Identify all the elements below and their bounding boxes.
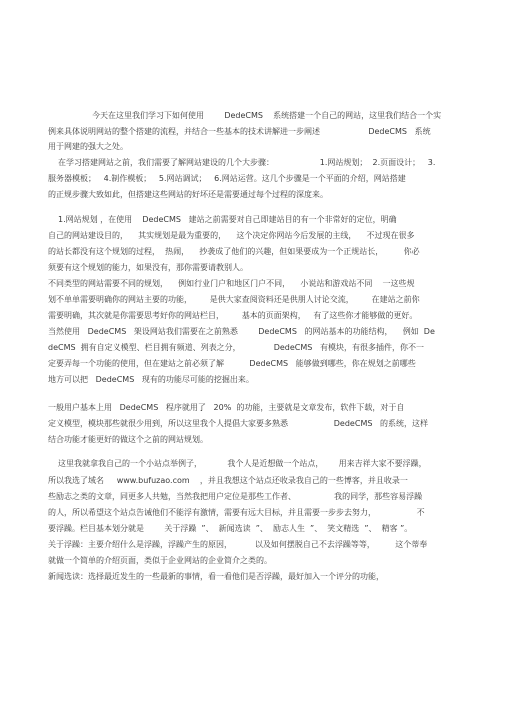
text-line: 当然使用 DedeCMS 架设网站我们需要在之前熟悉 DedeCMS 的网站基本的功能结构， 例如 De [48,327,435,336]
text-line: 须要有这个规划的能力，如果没有，那你需要请教别人。 [48,263,248,272]
text-line: 划不单单需要明确你的网站主要的功能， 是供大家查阅资料还是供朋人讨论交流， 在建站之前你 [48,295,420,304]
text-line: 自己的网站建设目的， 其实规划是最为重要的， 这个决定你网站今后发展的主线， 不过现在很多 [48,231,415,240]
text-line: 服务器模板； 4.制作模板； 5.网站调试； 6.网站运营。这几个步骤是一个平面的介绍，网站搭建 [48,174,406,183]
text-line: 所以我选了域名 www.bufuzao.com ，并且我想这个站点还收录我自己的一些博客，并且收录一 [48,476,408,485]
text-line: 定义模型，模块那些就很少用到，所以这里我个人提倡大家要多熟悉 DedeCMS 的系统，这样 [48,419,429,428]
text-line: 要浮躁。栏目基本划分就是 关于浮躁 ”、 新闻选读 ”、 励志人生 ”、 笑文精选 ”、 精客 ”。 [48,524,413,533]
text-line: 一般用户基本上用 DedeCMS 程序就用了 20% 的功能，主要就是文章发布，软件下载，对于自 [48,403,405,412]
text-line: 些励志之类的文章，同更多人共勉，当然我把用户定位是那些工作者、 我的同学，那些容易浮躁 [48,492,423,501]
text-line: 的人，所以希望这个站点告诫他们不能浮有激情，需要有远大目标，并且需要一步步去努力， 不 [48,508,425,517]
text-line: 在学习搭建网站之前，我们需要了解网站建设的几个大步骤： 1.网站规划； 2.页面设计； 3. [58,158,436,167]
text-line: 需要明确，其次就是你需要思考好你的网站栏目， 基本的页面架构， 有了这些你才能够做的更好。 [48,311,418,320]
text-line: 的正规步骤大致如此，但搭建这些网站的好坏还是需要通过每个过程的深度来。 [48,190,328,199]
text-line: 就做一个简单的介绍页面，类似于企业网站的企业简介之类的。 [48,556,272,565]
text-line: 例来具体说明网站的整个搭建的流程，并结合一些基本的技术讲解进一步阐述 DedeCMS 系统 [48,127,431,136]
text-line: 结合功能才能更好的做这个之前的网站规划。 [48,435,208,444]
text-line: 地方可以把 DedeCMS 现有的功能尽可能的挖掘出来。 [48,375,254,384]
text-line: 不同类型的网站需要不同的规划， 例如行业门户和地区门户不同， 小说站和游戏站不同 一这些规 [48,279,415,288]
text-line: 的站长都没有这个规划的过程， 热闹， 抄袭成了他们的兴趣，但如果要成为一个正规站长， 你必 [48,247,420,256]
text-line: deCMS 拥有自定义模型、栏目拥有频道、列表之分， DedeCMS 有模块，有很多插件，你不一 [48,343,424,352]
text-line: 关于浮躁：主要介绍什么是浮躁，浮躁产生的原因， 以及如何摆脱自己不去浮躁等等， 这个蒂奉 [48,540,428,549]
text-line: 用于网建的强大之处。 [48,142,128,151]
text-line: 1.网站规划 ，在使用 DedeCMS 建站之前需要对自己即建站目的有一个非常好的定位，明确 [58,215,397,224]
text-line: 这里我就拿我自己的一个小站点举例子， 我个人是近想做一个站点， 用来吉祥大家不要浮躁， [58,459,427,468]
text-line: 新闻选读：选择最近发生的一些最新的事情，看一看他们是否浮躁，最好加入一个评分的功能， [48,572,384,581]
text-line: 定要弄每一个功能的使用，但在建站之前必须了解 DedeCMS 能够做到哪些，你在规划之前哪些 [48,359,416,368]
text-line: 今天在这里我们学习下如何使用 DedeCMS 系统搭建一个自己的网站，这里我们结合一个实 [92,111,442,120]
